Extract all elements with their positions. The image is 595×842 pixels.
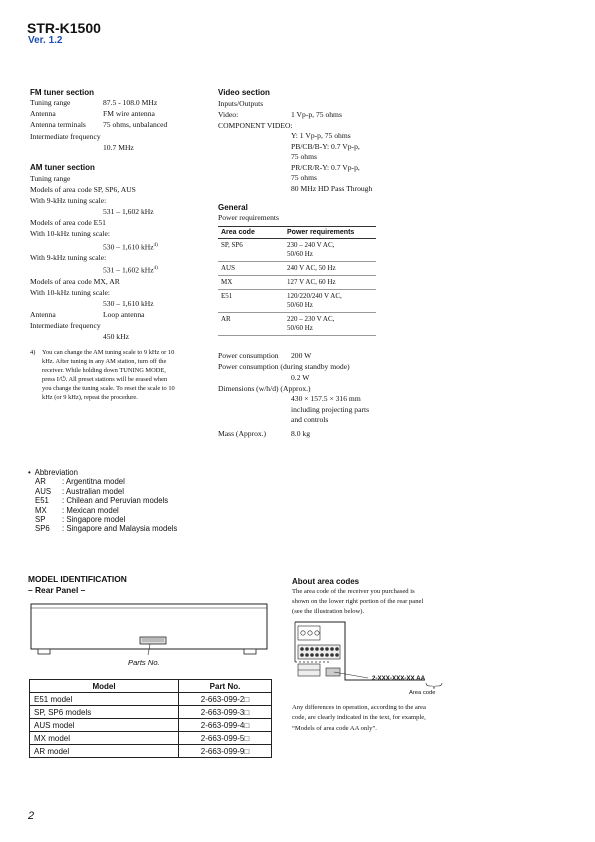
video-label: Video: [218, 110, 239, 119]
area-codes-section [292, 577, 477, 618]
standby-value: 0.2 W [291, 373, 310, 382]
standby-label: Power consumption (during standby mode) [218, 362, 350, 371]
part-no-cell: 2-663-099-5□ [179, 732, 272, 745]
parts-table-header: Part No. [179, 680, 272, 693]
model-title: STR-K1500 [27, 20, 101, 36]
area-codes-note-line: Any differences in operation, according to the area [292, 704, 426, 711]
component-line: PB/CB/B-Y: 0.7 Vp-p, [291, 141, 360, 151]
am-freq: 531 – 1,602 kHz [103, 265, 154, 275]
fm-if-value: 10.7 MHz [103, 143, 134, 152]
table-row [218, 239, 376, 262]
bullet-icon: • [28, 468, 31, 477]
table-row [30, 693, 272, 706]
am-section-title: AM tuner section [30, 163, 95, 172]
part-no-cell: 2-663-099-2□ [179, 693, 272, 706]
table-row [218, 262, 376, 276]
area-codes-line: shown on the lower right portion of the rear panel [292, 598, 424, 606]
power-req-cell: 220 – 230 V AC, [287, 315, 335, 323]
power-req-cell: 50/60 Hz [287, 250, 313, 258]
fm-row-label: Antenna [30, 109, 56, 118]
model-cell: SP, SP6 models [30, 706, 179, 719]
am-freq: 530 – 1,610 kHz [103, 299, 154, 309]
model-cell: AR model [30, 745, 179, 758]
fm-section [30, 88, 210, 153]
power-req-cell: 120/220/240 V AC, [287, 292, 342, 300]
dimensions-line: including projecting parts [291, 404, 370, 414]
version-label: Ver. 1.2 [28, 35, 63, 46]
table-row [30, 706, 272, 719]
footnote-ref: 4) [153, 242, 158, 248]
footnote-line: kHz (or 9 kHz), repeat the procedure. [42, 394, 138, 401]
model-cell: MX model [30, 732, 179, 745]
footnote-line: you change the tuning scale. To reset the scale to 10 [42, 385, 175, 392]
dimensions-line: and controls [291, 415, 329, 424]
rear-panel-foot [38, 649, 50, 654]
general-title: General [218, 203, 248, 212]
area-codes-line: The area code of the receiver you purchased is [292, 588, 415, 595]
fm-if-label: Intermediate frequency [30, 132, 101, 141]
video-section-title: Video section [218, 88, 270, 97]
abbreviation-section [28, 468, 248, 534]
abbr-code: MX [35, 505, 47, 515]
component-line: Y: 1 Vp-p, 75 ohms [291, 131, 351, 140]
am-section [30, 163, 210, 342]
power-table-header: Power requirements [284, 227, 376, 239]
fm-row-value: 87.5 - 108.0 MHz [103, 98, 158, 107]
power-req-cell: 50/60 Hz [287, 301, 313, 309]
footnote-mark: 4) [30, 349, 36, 356]
table-row [30, 732, 272, 745]
dimensions-line: 430 × 157.5 × 316 mm [291, 394, 361, 403]
video-subtitle: Inputs/Outputs [218, 99, 264, 108]
component-label: COMPONENT VIDEO: [218, 121, 293, 130]
parts-table [29, 679, 272, 758]
am-if-label: Intermediate frequency [30, 321, 101, 331]
am-freq: 531 – 1,602 kHz [103, 207, 154, 217]
am-line: With 9-kHz tuning scale: [30, 253, 107, 263]
am-line: Models of area code SP, SP6, AUS [30, 185, 136, 195]
abbr-code: SP [35, 514, 46, 524]
abbr-code: SP6 [35, 524, 50, 534]
power-req-label: Power requirements [218, 213, 279, 222]
model-id-title: MODEL IDENTIFICATION [28, 574, 127, 584]
component-line: 75 ohms [291, 152, 317, 162]
am-if-value: 450 kHz [103, 332, 129, 342]
area-codes-line: (see the illustration below). [292, 608, 365, 616]
abbr-code: AR [35, 477, 46, 487]
area-code-caption: Area code [409, 690, 436, 696]
consumption-value: 200 W [291, 351, 312, 360]
video-value: 1 Vp-p, 75 ohms [291, 110, 342, 119]
am-antenna-value: Loop antenna [103, 310, 145, 320]
table-row [30, 745, 272, 758]
dimensions-label: Dimensions (w/h/d) (Approx.) [218, 384, 311, 393]
footnote-line: kHz. After tuning in any AM station, turn off the [42, 358, 167, 365]
footnote-line: press I/⏻. All preset stations will be erased when [42, 376, 168, 383]
fm-row-label: Antenna terminals [30, 120, 86, 129]
area-code-cell: SP, SP6 [218, 239, 284, 262]
area-codes-title: About area codes [292, 577, 360, 586]
power-req-cell: 230 – 240 V AC, [287, 241, 335, 249]
abbreviation-title: Abbreviation [34, 468, 78, 477]
table-row [218, 276, 376, 290]
footnote-ref: 4) [153, 266, 158, 272]
abbr-desc: : Australian model [62, 486, 124, 496]
am-line: With 10-kHz tuning scale: [30, 288, 111, 297]
fm-row-value: 75 ohms, unbalanced [103, 120, 168, 129]
table-row [30, 719, 272, 732]
fm-row-label: Tuning range [30, 98, 71, 107]
power-req-cell: 240 V AC, 50 Hz [287, 264, 336, 272]
consumption-label: Power consumption [218, 351, 279, 360]
area-codes-note-line: “Models of area code AA only”. [292, 724, 377, 732]
am-line: With 10-kHz tuning scale: [30, 229, 111, 239]
model-id-subtitle: – Rear Panel – [28, 585, 86, 595]
am-freq: 530 – 1,610 kHz [103, 242, 154, 252]
area-code-cell: MX [218, 276, 284, 290]
abbr-desc: : Singapore and Malaysia models [62, 524, 178, 534]
video-section [218, 88, 398, 195]
abbr-desc: : Singapore model [62, 514, 126, 524]
power-req-cell: 50/60 Hz [287, 324, 313, 332]
table-row [218, 290, 376, 313]
am-line: Tuning range [30, 174, 71, 183]
fm-row-value: FM wire antenna [103, 109, 155, 118]
area-code-cell: AR [218, 313, 284, 336]
power-table-header: Area code [218, 227, 284, 239]
parts-table-header: Model [30, 680, 179, 693]
abbr-desc: : Mexican model [62, 505, 119, 515]
table-row [218, 313, 376, 336]
component-line: 75 ohms [291, 173, 317, 183]
model-cell: AUS model [30, 719, 179, 732]
footnote-line: receiver. While holding down TUNING MODE, [42, 367, 166, 374]
power-table [218, 226, 376, 336]
area-codes-note-line: code, are clearly indicated in the text, for example, [292, 714, 426, 722]
abbr-desc: : Chilean and Peruvian models [62, 496, 169, 506]
parts-label-sticker [140, 637, 166, 644]
rear-panel-foot [244, 649, 256, 654]
area-code-label: 2-XXX-XXX-XX AA [372, 675, 426, 682]
am-line: Models of area code E51 [30, 218, 106, 228]
page-number: 2 [28, 810, 35, 822]
area-code-cell: E51 [218, 290, 284, 313]
area-codes-note [292, 703, 482, 734]
footnote [30, 348, 215, 402]
part-no-cell: 2-663-099-4□ [179, 719, 272, 732]
component-line: PR/CR/R-Y: 0.7 Vp-p, [291, 162, 360, 172]
power-req-cell: 127 V AC, 60 Hz [287, 278, 336, 286]
fm-section-title: FM tuner section [30, 88, 95, 97]
am-antenna-label: Antenna [30, 310, 56, 320]
mass-label: Mass (Approx.) [218, 428, 267, 438]
abbr-code: AUS [35, 486, 52, 496]
general-section [218, 203, 388, 439]
abbr-desc: : Argentitna model [62, 477, 125, 487]
part-no-cell: 2-663-099-9□ [179, 745, 272, 758]
component-line: 80 MHz HD Pass Through [291, 183, 373, 193]
abbr-code: E51 [35, 496, 49, 506]
am-line: Models of area code MX, AR [30, 276, 120, 286]
am-line: With 9-kHz tuning scale: [30, 196, 107, 206]
part-no-cell: 2-663-099-3□ [179, 706, 272, 719]
footnote-line: You can change the AM tuning scale to 9 kHz or 10 [42, 349, 175, 356]
model-cell: E51 model [30, 693, 179, 706]
mass-value: 8.0 kg [291, 428, 310, 438]
area-code-cell: AUS [218, 262, 284, 276]
area-code-bracket [425, 682, 443, 690]
parts-no-label: Parts No. [128, 658, 160, 667]
